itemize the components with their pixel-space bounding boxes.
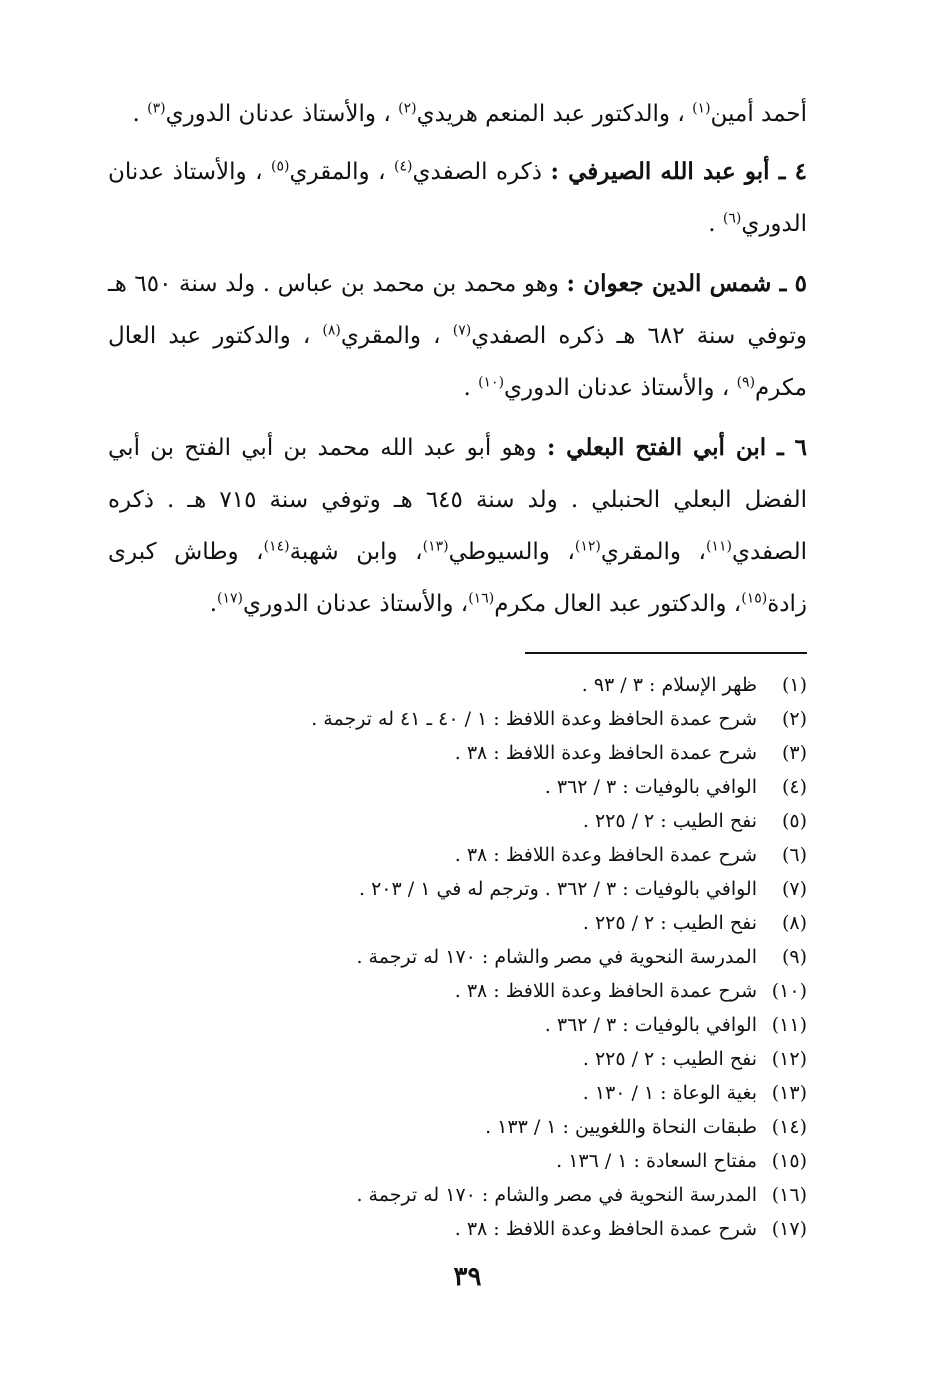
footnote-ref[interactable]: (١٣) (422, 538, 449, 555)
paragraph-1 (108, 88, 807, 140)
footnote-ref[interactable]: (٨) (322, 322, 341, 339)
footnote-number: (٧) (781, 878, 807, 900)
footnote-text: نفح الطيب : ٢ / ٢٢٥ . (582, 810, 757, 832)
footnote-ref[interactable]: (١٠) (478, 374, 505, 391)
footnote-item (108, 906, 807, 940)
footnote-number: (٦) (781, 844, 807, 866)
footnote-ref[interactable]: (١٢) (574, 538, 601, 555)
footnote-ref[interactable]: (٥) (271, 158, 290, 175)
text-run: . (463, 375, 479, 401)
footnote-item (108, 804, 807, 838)
text-run: ، وابن شهبة (289, 539, 423, 565)
text-run: . (209, 591, 217, 617)
footnote-number: (١٦) (771, 1184, 807, 1206)
text-run: ذكره الصفدي (412, 159, 551, 185)
footnote-number: (٨) (781, 912, 807, 934)
footnote-text: نفح الطيب : ٢ / ٢٢٥ . (582, 1048, 757, 1070)
footnote-number: (١٥) (771, 1150, 807, 1172)
footnote-number: (٩) (781, 946, 807, 968)
footnote-item (108, 668, 807, 702)
footnote-number: (١٢) (771, 1048, 807, 1070)
text-run: وهو محمد بن محمد بن عباس . ولد سنة ٦٥٠ هـ وتوفي سنة ٦٨٢ هـ ذكره الصفدي (108, 271, 807, 349)
paragraph-4 (108, 422, 807, 630)
text-run: ، والدكتور عبد المنعم هريدي (416, 101, 693, 127)
footnote-item (108, 1144, 807, 1178)
footnote-ref[interactable]: (١٦) (468, 590, 495, 607)
footnote-item (108, 702, 807, 736)
footnote-text: الوافي بالوفيات : ٣ / ٣٦٢ . (544, 776, 757, 798)
footnote-ref[interactable]: (٦) (722, 210, 742, 227)
footnote-item (108, 1042, 807, 1076)
footnote-text: شرح عمدة الحافظ وعدة اللافظ : ٣٨ . (454, 980, 757, 1002)
footnote-text: طبقات النحاة واللغويين : ١ / ١٣٣ . (485, 1116, 757, 1138)
text-run: ، والسيوطي (448, 539, 575, 565)
footnote-item (108, 974, 807, 1008)
footnote-text: بغية الوعاة : ١ / ١٣٠ . (582, 1082, 757, 1104)
footnote-number: (٥) (781, 810, 807, 832)
footnote-number: (١٤) (771, 1116, 807, 1138)
entry-heading: ٦ ـ ابن أبي الفتح البعلي : (546, 434, 807, 461)
text-run: وهو أبو عبد الله محمد بن أبي الفتح بن أبي الفضل البعلي الحنبلي . ولد سنة ٦٤٥ هـ وتوفي سنة ٧١٥ هـ . ذكره الصفدي (108, 435, 808, 565)
text-run: ، والمقري (289, 159, 395, 185)
text-run: ، والأستاذ عدنان الدوري (108, 159, 807, 237)
footnote-item (108, 770, 807, 804)
footnote-item (108, 838, 807, 872)
footnote-text: المدرسة النحوية في مصر والشام : ١٧٠ له ترجمة . (356, 1184, 757, 1206)
entry-heading: ٤ ـ أبو عبد الله الصيرفي : (550, 158, 807, 185)
text-run: . (132, 101, 148, 127)
footnote-text: شرح عمدة الحافظ وعدة اللافظ : ١ / ٤٠ ـ ٤١ له ترجمة . (311, 708, 757, 730)
text-run: ، والأستاذ عدنان الدوري (242, 591, 469, 617)
footnote-text: شرح عمدة الحافظ وعدة اللافظ : ٣٨ . (454, 742, 757, 764)
text-run: ، والأستاذ عدنان الدوري (504, 375, 737, 401)
footnote-number: (٤) (781, 776, 807, 798)
footnote-item (108, 872, 807, 906)
text-run: ، والمقري (340, 323, 453, 349)
footnote-item (108, 1212, 807, 1246)
footnote-ref[interactable]: (١١) (705, 538, 732, 555)
footnote-ref[interactable]: (٧) (452, 322, 472, 339)
text-run: ، والأستاذ عدنان الدوري (165, 101, 399, 127)
footnote-ref[interactable]: (٤) (394, 158, 413, 175)
footnote-text: الوافي بالوفيات : ٣ / ٣٦٢ . (544, 1014, 757, 1036)
footnote-number: (٣) (781, 742, 807, 764)
footnote-number: (١٠) (771, 980, 807, 1002)
footnote-text: المدرسة النحوية في مصر والشام : ١٧٠ له ترجمة . (356, 946, 757, 968)
text-run: ، وطاش كبرى زادة (108, 539, 807, 617)
footnote-number: (١٧) (771, 1218, 807, 1240)
footnote-item (108, 1076, 807, 1110)
paragraph-2 (108, 146, 807, 250)
footnote-item (108, 1178, 807, 1212)
footnote-ref[interactable]: (١٥) (741, 590, 768, 607)
footnote-text: نفح الطيب : ٢ / ٢٢٥ . (582, 912, 757, 934)
footnote-ref[interactable]: (٩) (736, 374, 756, 391)
text-run: . (708, 211, 723, 237)
footnote-ref[interactable]: (٢) (398, 100, 417, 117)
text-run: ، والدكتور عبد العال مكرم (108, 323, 807, 401)
entry-heading: ٥ ـ شمس الدين جعوان : (566, 270, 807, 297)
text-run: ، والدكتور عبد العال مكرم (494, 591, 742, 617)
footnote-text: شرح عمدة الحافظ وعدة اللافظ : ٣٨ . (454, 1218, 757, 1240)
text-run: أحمد أمين (710, 101, 807, 127)
footnote-list (108, 668, 807, 1246)
footnote-ref[interactable]: (٣) (147, 100, 166, 117)
footnote-text: شرح عمدة الحافظ وعدة اللافظ : ٣٨ . (454, 844, 757, 866)
footnote-number: (١٣) (771, 1082, 807, 1104)
text-run: ، والمقري (600, 539, 706, 565)
footnote-item (108, 1008, 807, 1042)
footnote-number: (٢) (781, 708, 807, 730)
footnote-ref[interactable]: (١) (692, 100, 711, 117)
footnote-item (108, 1110, 807, 1144)
footnote-ref[interactable]: (١٧) (217, 590, 243, 607)
page-number: ٣٩ (453, 1262, 482, 1292)
footnote-text: ظهر الإسلام : ٣ / ٩٣ . (581, 674, 757, 696)
main-text (108, 88, 807, 638)
footnote-number: (١) (781, 674, 807, 696)
paragraph-3 (108, 258, 807, 414)
footnote-separator (525, 652, 807, 654)
footnote-text: الوافي بالوفيات : ٣ / ٣٦٢ . وترجم له في ١ / ٢٠٣ . (359, 878, 757, 900)
footnote-number: (١١) (771, 1014, 807, 1036)
footnote-ref[interactable]: (١٤) (263, 538, 290, 555)
footnote-item (108, 736, 807, 770)
footnote-item (108, 940, 807, 974)
footnote-text: مفتاح السعادة : ١ / ١٣٦ . (556, 1150, 757, 1172)
